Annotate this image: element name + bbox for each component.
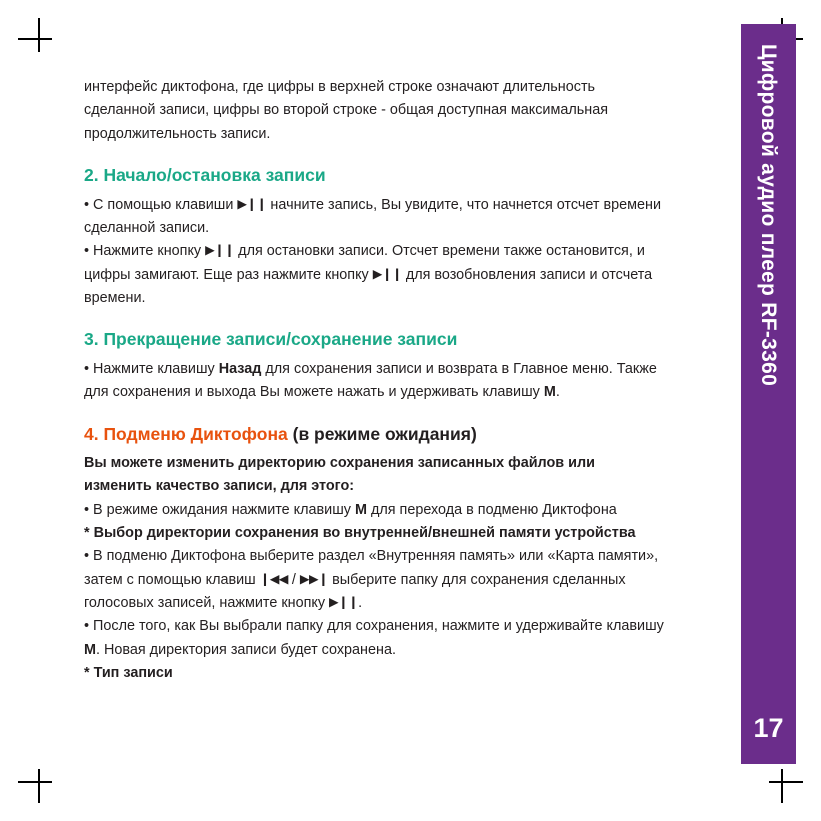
s2l2-b: для остановки записи. Отсчет времени также остановится, и цифры замигают. Еще раз нажмите кнопку [84,243,645,283]
s4l3-b: . Новая директория записи будет сохранена. [96,641,396,658]
s3l1-a: • Нажмите клавишу [84,360,219,377]
section-2-line-1 [84,194,664,241]
section-4-line-3 [84,615,664,662]
section-4-heading [84,423,664,447]
section-4-bold-intro: Вы можете изменить директорию сохранения записанных файлов или изменить качество записи, для этого: [84,455,595,495]
section-3-heading: 3. Прекращение записи/сохранение записи [84,329,458,350]
m-key-label: M [543,384,556,401]
section-2-heading: 2. Начало/остановка записи [84,164,326,185]
m-key-label: M [84,641,96,658]
section-3-line-1 [84,358,664,405]
s4l1-a: • В режиме ожидания нажмите клавишу [84,501,355,518]
section-4-line-1 [84,499,664,522]
play-pause-icon: ▶❙❙ [237,196,267,211]
crop-mark-bottom-left-h [18,781,52,783]
s4l1-b: для перехода в подменю Диктофона [366,501,617,518]
s4l2-b: выберите папку для сохранения сделанных голосовых записей, нажмите кнопку [84,571,626,612]
section-4-sub-heading-2: * Тип записи [84,665,173,682]
crop-mark-bottom-right-v [781,769,783,803]
next-track-icon: ▶▶❙ [299,571,329,586]
s3l1-b: для сохранения записи и возврата в Главное меню. Также для сохранения и выхода Вы можете нажать и удерживать клавишу [84,360,657,401]
s2l2-a: • Нажмите кнопку [84,243,206,260]
m-key-label: M [354,501,367,518]
product-title: Цифровой аудио плеер RF-3360 [757,44,780,387]
crop-mark-bottom-left-v [38,769,40,803]
s3l1-c: . [555,384,560,401]
section-4-heading-colored: 4. Подменю Диктофона [84,423,288,444]
play-pause-icon: ▶❙❙ [329,595,359,610]
crop-mark-bottom-right-h [769,781,803,783]
intro-paragraph: интерфейс диктофона, где цифры в верхней строке означают длительность сделанной записи, цифры во второй строке - общая доступная максимальная продолжительность записи. [84,79,608,142]
crop-mark-top-left-v [38,18,40,52]
s4l2-c: . [358,595,363,612]
crop-mark-top-left-h [18,38,52,40]
s2l1-b: начните запись, Вы увидите, что начнется отсчет времени сделанной записи. [84,196,662,236]
s4l3-a: • После того, как Вы выбрали папку для сохранения, нажмите и удерживайте клавишу [84,618,664,635]
section-4-heading-black: (в режиме ожидания) [287,423,477,444]
s4l2-mid: / [287,571,300,588]
play-pause-icon: ▶❙❙ [205,243,235,258]
section-4-line-2 [84,545,664,615]
s2l2-c: для возобновления записи и отсчета времени. [84,266,653,306]
s2l1-a: • С помощью клавиши [84,196,238,213]
back-key-label: Назад [218,360,262,377]
section-2-line-2 [84,240,664,310]
play-pause-icon: ▶❙❙ [372,266,402,281]
page-number: 17 [753,713,784,743]
sidebar-banner [741,24,796,764]
section-4-sub-heading-1: * Выбор директории сохранения во внутренней/внешней памяти устройства [84,525,636,542]
previous-track-icon: ❙◀◀ [259,571,288,586]
text-column [84,76,664,685]
s4l2-a: • В подменю Диктофона выберите раздел «Внутренняя память» или «Карта памяти», затем с помощью клавиш [84,548,659,588]
